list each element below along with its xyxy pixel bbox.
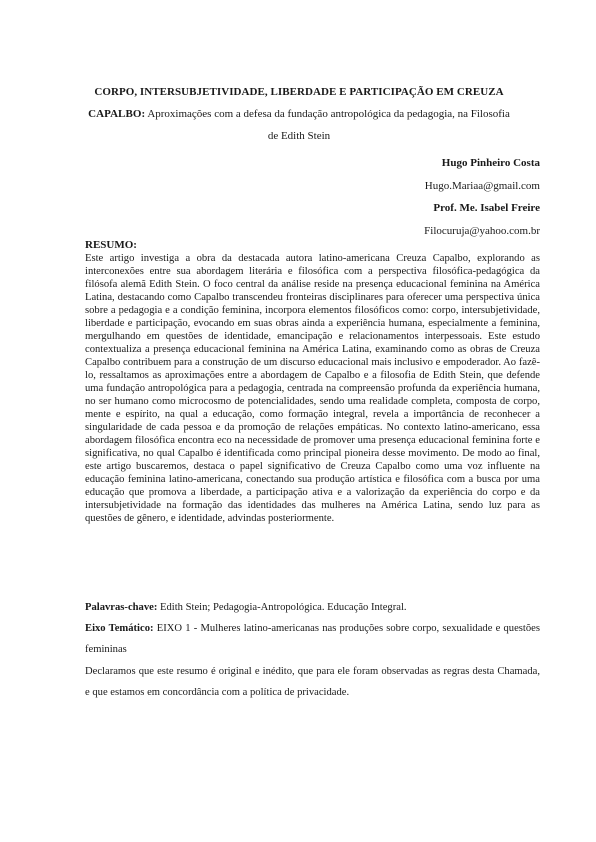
thematic-axis-value: EIXO 1 - Mulheres latino-americanas nas produções sobre corpo, sexualidade e questões femininas [85,623,540,655]
originality-declaration: Declaramos que este resumo é original e inédito, que para ele foram observadas as regras desta Chamada, e que estamos em concordância com a política de privacidade. [85,666,540,698]
keywords-label: Palavras-chave: [85,602,158,613]
author-email: Hugo.Mariaa@gmail.com [424,179,540,192]
abstract-heading: RESUMO: [85,239,137,251]
author-name: Prof. Me. Isabel Freire [433,202,540,214]
title-subtitle: Aproximações com a defesa da fundação antropológica da pedagogia, na Filosofia de Edith Stein [147,108,510,142]
paper-title [86,81,512,147]
thematic-axis-label: Eixo Temático: [85,623,154,634]
abstract-section [85,239,540,525]
abstract-body: Este artigo investiga a obra da destacada autora latino-americana Creuza Capalbo, explorando as interconexões entre sua abordagem literária e filosófica com a perspectiva filosófica-pedagógica da filósofa alemã Edith Stein. O foco central da análise reside na presença educacional feminina na América Latina, destacando como Capalbo transcendeu fronteiras disciplinares para oferecer uma perspectiva única sobre a pedagogia e a condição feminina, incorpora elementos filosóficos como: corpo, intersubjetividade, liberdade e participação, evocando em suas obras ainda a experiência humana, especialmente a feminina, mergulhando em questões de identidade, emancipação e relacionamentos interpessoais. Este estudo contextualiza a presença educacional feminina na América Latina, examinando como as obras de Creuza Capalbo contribuem para a construção de um discurso educacional mais inclusivo e empoderador. Ao fazê-lo, ressaltamos as aproximações entre a abordagem de Capalbo e a filosofia de Edith Stein, que defende uma fundação antropológica para a pedagogia, centrada na compreensão profunda da experiência humana, no ser humano como microcosmo de potencialidades, sendo uma realidade completa, composta de corpo, mente e espírito, na qual a educação, como formação integral, revela a importância de reconhecer a singularidade de cada pessoa e da promoção de relações empáticas. No contexto latino-americano, essa abordagem filosófica encontra eco na necessidade de promover uma presença educacional feminina forte e significativa, no qual Capalbo é identificada como principal pioneira desse movimento. De modo ao final, este artigo buscaremos, destaca o papel significativo de Creuza Capalbo como uma voz influente na educação feminina latino-americana, conectando sua produção artística e filosófica com a busca por uma educação que promova a liberdade, a participação ativa e a valorização da experiência do corpo e da intersubjetividade na formação das identidades das mulheres na América Latina, sendo luz para as questões de gênero, e identidade, advindas posteriormente. [85,253,540,524]
keywords-value: Edith Stein; Pedagogia-Antropológica. Educação Integral. [160,602,407,613]
title-bold: CORPO, INTERSUBJETIVIDADE, LIBERDADE E PARTICIPAÇÃO EM CREUZA CAPALBO: [88,86,504,120]
author-name: Hugo Pinheiro Costa [441,157,540,169]
keywords-line [85,597,540,618]
author-email: Filocuruja@yahoo.com.br [424,224,540,237]
thematic-axis [85,618,540,660]
author-list [240,152,540,242]
